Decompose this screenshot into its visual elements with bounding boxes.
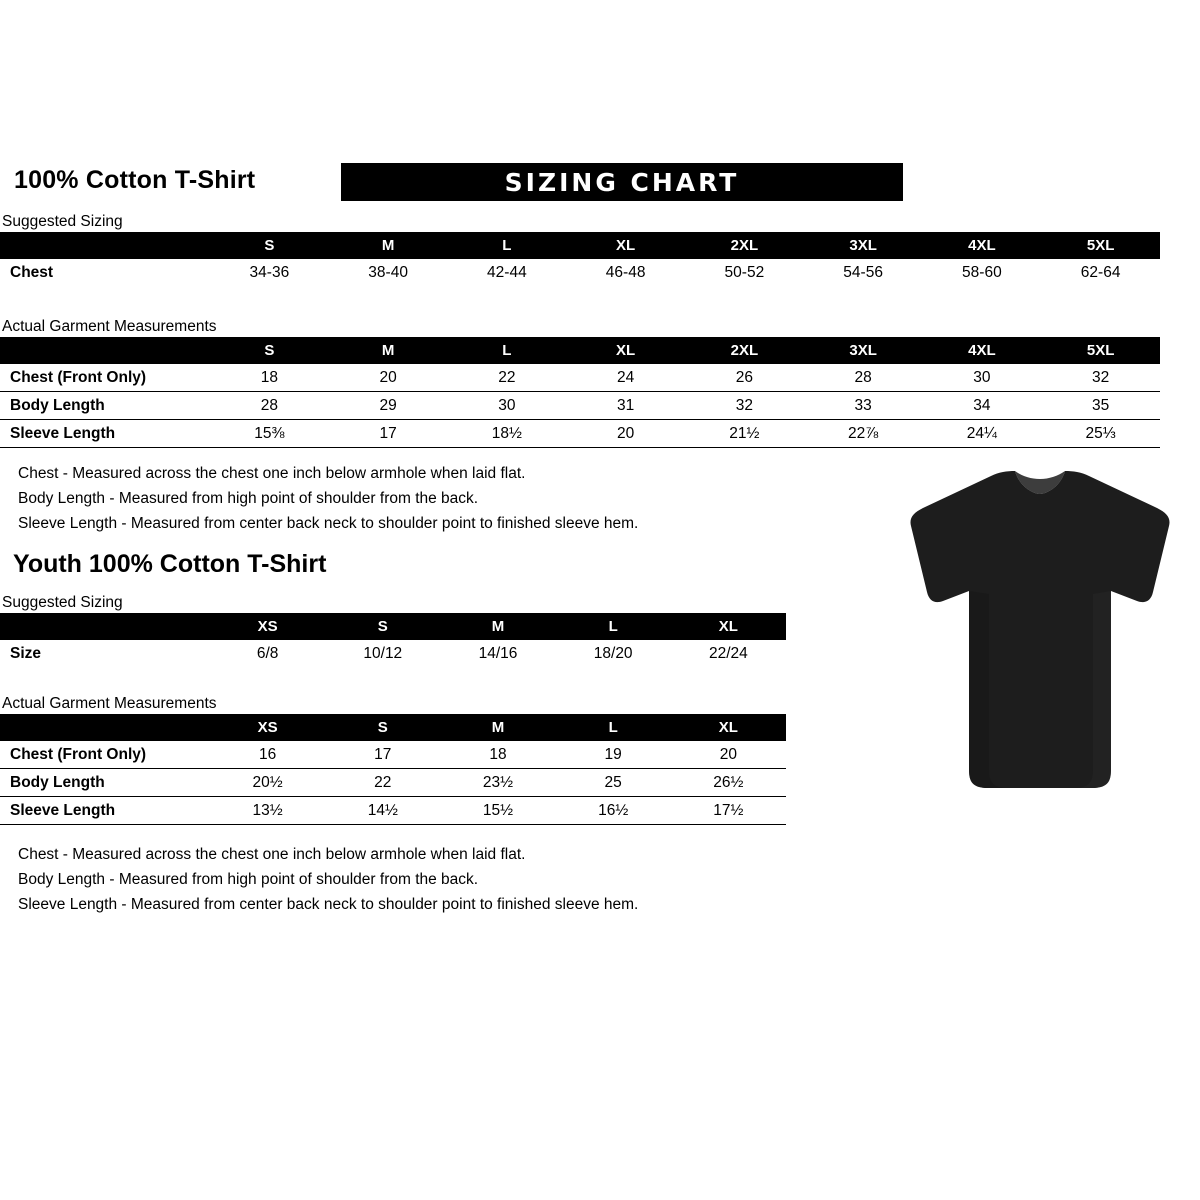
cell-chestfront-xl: 20 bbox=[671, 741, 786, 769]
cell-sleevelength-s: 15⅜ bbox=[210, 420, 329, 448]
cell-chestfront-xl: 24 bbox=[566, 364, 685, 392]
cell-sleevelength-xs: 13½ bbox=[210, 797, 325, 825]
table-row bbox=[0, 364, 1160, 392]
note-chest: Chest - Measured across the chest one inch below armhole when laid flat. bbox=[18, 465, 526, 482]
cell-bodylength-3xl: 33 bbox=[804, 392, 923, 420]
cell-sleevelength-4xl: 24¼ bbox=[923, 420, 1042, 448]
cell-bodylength-l: 25 bbox=[556, 769, 671, 797]
cell-bodylength-s: 22 bbox=[325, 769, 440, 797]
sizing-chart-banner bbox=[341, 163, 903, 201]
cell-sleevelength-xl: 17½ bbox=[671, 797, 786, 825]
adult-measurement-notes bbox=[18, 461, 638, 536]
cell-chestfront-5xl: 32 bbox=[1041, 364, 1160, 392]
cell-sleevelength-2xl: 21½ bbox=[685, 420, 804, 448]
col-header-5xl: 5XL bbox=[1041, 337, 1160, 364]
cell-chest-3xl: 54-56 bbox=[843, 263, 883, 281]
col-header-l: L bbox=[448, 337, 567, 364]
cell-sleevelength-s: 14½ bbox=[325, 797, 440, 825]
col-header-s: S bbox=[210, 337, 329, 364]
cell-chestfront-2xl: 26 bbox=[685, 364, 804, 392]
col-header-s: S bbox=[325, 714, 440, 741]
col-header-xl: XL bbox=[566, 232, 685, 259]
col-header-3xl: 3XL bbox=[804, 337, 923, 364]
cell-chestfront-xs: 16 bbox=[210, 741, 325, 769]
note-chest: Chest - Measured across the chest one inch below armhole when laid flat. bbox=[18, 846, 526, 863]
cell-bodylength-5xl: 35 bbox=[1041, 392, 1160, 420]
cell-chestfront-s: 17 bbox=[325, 741, 440, 769]
table-row bbox=[0, 259, 1160, 286]
table-header-row bbox=[0, 714, 786, 741]
cell-chest-s: 34-36 bbox=[249, 263, 290, 281]
cell-bodylength-m: 23½ bbox=[440, 769, 555, 797]
col-header-3xl: 3XL bbox=[804, 232, 923, 259]
row-label-chest: Chest bbox=[10, 263, 54, 281]
col-header-4xl: 4XL bbox=[923, 232, 1042, 259]
row-label-size: Size bbox=[10, 644, 42, 662]
col-header-xs: XS bbox=[210, 613, 325, 640]
youth-suggested-sizing-label: Suggested Sizing bbox=[2, 594, 123, 611]
col-header-m: M bbox=[440, 714, 555, 741]
cell-chestfront-4xl: 30 bbox=[923, 364, 1042, 392]
cell-sleevelength-m: 15½ bbox=[440, 797, 555, 825]
table-header-row bbox=[0, 613, 786, 640]
col-header-blank bbox=[0, 714, 210, 741]
cell-chest-4xl: 58-60 bbox=[962, 263, 1002, 281]
col-header-l: L bbox=[556, 714, 671, 741]
col-header-4xl: 4XL bbox=[923, 337, 1042, 364]
cell-bodylength-2xl: 32 bbox=[685, 392, 804, 420]
table-row bbox=[0, 392, 1160, 420]
sizing-chart-banner-label: SIZING CHART bbox=[504, 167, 740, 197]
youth-actual-measurements-table bbox=[0, 714, 786, 825]
cell-size-xl: 22/24 bbox=[708, 644, 748, 662]
cell-chestfront-l: 19 bbox=[556, 741, 671, 769]
adult-actual-measurements-label: Actual Garment Measurements bbox=[2, 318, 217, 335]
adult-suggested-sizing-label: Suggested Sizing bbox=[2, 213, 123, 230]
note-body-length: Body Length - Measured from high point of shoulder from the back. bbox=[18, 490, 479, 507]
col-header-xs: XS bbox=[210, 714, 325, 741]
cell-bodylength-xs: 20½ bbox=[210, 769, 325, 797]
col-header-m: M bbox=[329, 337, 448, 364]
adult-section-title: 100% Cotton T-Shirt bbox=[14, 166, 256, 194]
cell-bodylength-xl: 26½ bbox=[671, 769, 786, 797]
tshirt-illustration bbox=[895, 470, 1185, 810]
cell-bodylength-xl: 31 bbox=[566, 392, 685, 420]
note-body-length: Body Length - Measured from high point of shoulder from the back. bbox=[18, 871, 479, 888]
row-label-body-length: Body Length bbox=[0, 392, 210, 420]
col-header-2xl: 2XL bbox=[685, 232, 804, 259]
tshirt-shape bbox=[911, 471, 1170, 788]
col-header-xl: XL bbox=[671, 613, 786, 640]
col-header-m: M bbox=[329, 232, 448, 259]
cell-sleevelength-l: 16½ bbox=[556, 797, 671, 825]
cell-bodylength-s: 28 bbox=[210, 392, 329, 420]
table-header-row bbox=[0, 232, 1160, 259]
col-header-m: M bbox=[440, 613, 555, 640]
adult-suggested-sizing-table bbox=[0, 232, 1160, 286]
cell-sleevelength-xl: 20 bbox=[566, 420, 685, 448]
cell-size-xs: 6/8 bbox=[256, 644, 279, 662]
row-label-sleeve-length: Sleeve Length bbox=[0, 420, 210, 448]
cell-sleevelength-5xl: 25⅓ bbox=[1041, 420, 1160, 448]
cell-size-s: 10/12 bbox=[363, 644, 403, 662]
cell-chest-2xl: 50-52 bbox=[724, 263, 765, 281]
cell-chest-m: 38-40 bbox=[368, 263, 408, 281]
youth-measurement-notes bbox=[18, 842, 638, 917]
cell-size-l: 18/20 bbox=[593, 644, 633, 662]
youth-section-title: Youth 100% Cotton T-Shirt bbox=[13, 550, 327, 578]
cell-chest-l: 42-44 bbox=[487, 263, 527, 281]
col-header-2xl: 2XL bbox=[685, 337, 804, 364]
col-header-blank bbox=[0, 232, 210, 259]
cell-chestfront-l: 22 bbox=[448, 364, 567, 392]
note-sleeve-length: Sleeve Length - Measured from center back neck to shoulder point to finished sleeve hem. bbox=[18, 896, 639, 913]
table-row bbox=[0, 741, 786, 769]
adult-actual-measurements-table bbox=[0, 337, 1160, 448]
cell-bodylength-l: 30 bbox=[448, 392, 567, 420]
table-row bbox=[0, 769, 786, 797]
cell-chest-5xl: 62-64 bbox=[1080, 263, 1121, 281]
note-sleeve-length: Sleeve Length - Measured from center back neck to shoulder point to finished sleeve hem. bbox=[18, 515, 639, 532]
col-header-s: S bbox=[210, 232, 329, 259]
col-header-l: L bbox=[556, 613, 671, 640]
col-header-xl: XL bbox=[671, 714, 786, 741]
cell-chestfront-m: 18 bbox=[440, 741, 555, 769]
row-label-chest-front-only: Chest (Front Only) bbox=[0, 741, 210, 769]
col-header-blank bbox=[0, 337, 210, 364]
cell-bodylength-4xl: 34 bbox=[923, 392, 1042, 420]
col-header-s: S bbox=[325, 613, 440, 640]
youth-suggested-sizing-table bbox=[0, 613, 786, 667]
row-label-chest-front-only: Chest (Front Only) bbox=[0, 364, 210, 392]
cell-sleevelength-3xl: 22⅞ bbox=[804, 420, 923, 448]
row-label-body-length: Body Length bbox=[0, 769, 210, 797]
cell-chestfront-3xl: 28 bbox=[804, 364, 923, 392]
cell-chestfront-m: 20 bbox=[329, 364, 448, 392]
row-label-sleeve-length: Sleeve Length bbox=[0, 797, 210, 825]
col-header-5xl: 5XL bbox=[1041, 232, 1160, 259]
col-header-xl: XL bbox=[566, 337, 685, 364]
table-row bbox=[0, 640, 786, 667]
table-row bbox=[0, 420, 1160, 448]
youth-actual-measurements-label: Actual Garment Measurements bbox=[2, 695, 217, 712]
cell-chestfront-s: 18 bbox=[210, 364, 329, 392]
table-header-row bbox=[0, 337, 1160, 364]
cell-sleevelength-l: 18½ bbox=[448, 420, 567, 448]
cell-size-m: 14/16 bbox=[478, 644, 518, 662]
table-row bbox=[0, 797, 786, 825]
cell-sleevelength-m: 17 bbox=[329, 420, 448, 448]
col-header-l: L bbox=[448, 232, 567, 259]
cell-chest-xl: 46-48 bbox=[605, 263, 646, 281]
cell-bodylength-m: 29 bbox=[329, 392, 448, 420]
col-header-blank bbox=[0, 613, 210, 640]
